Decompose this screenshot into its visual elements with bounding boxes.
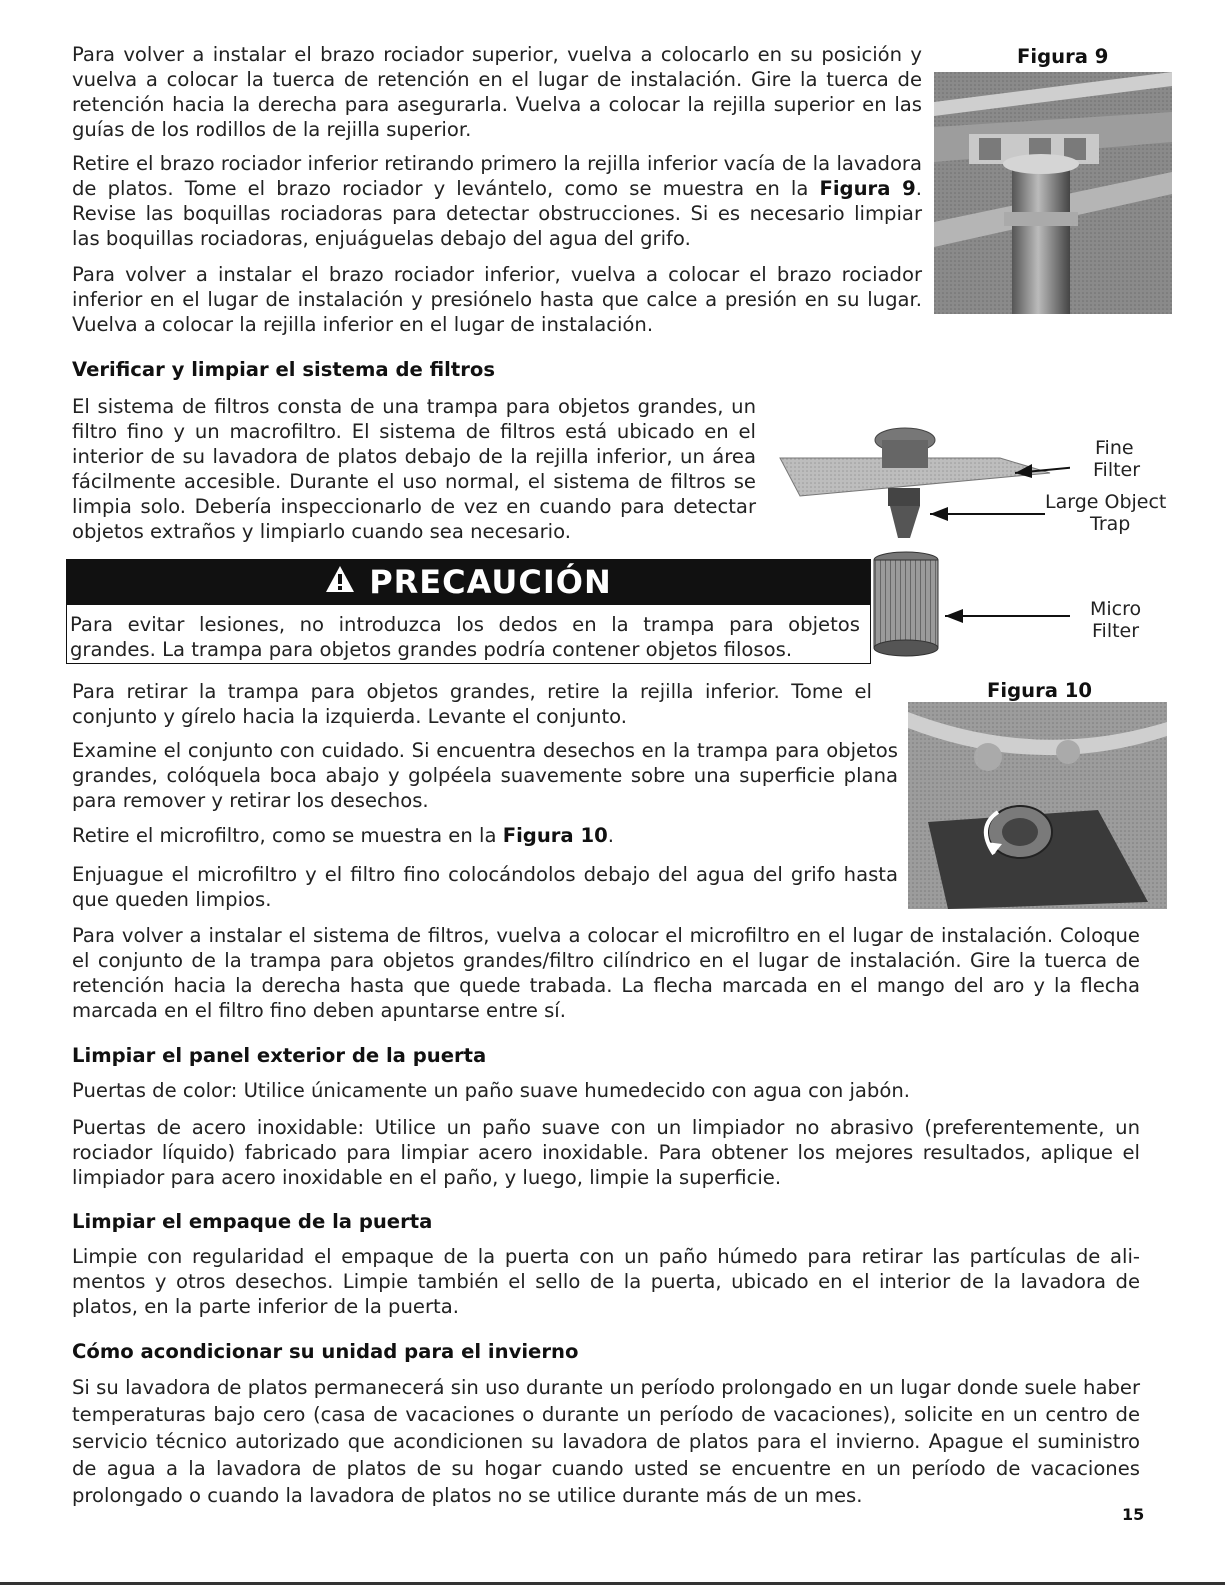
paragraph: Limpie con regularidad el empaque de la puerta con un paño húmedo para retirar las partículas de alimentos y otros desechos. Limpie también el sello de la puerta, ubicado en el interior de la lavadora de platos, en la parte inferior de la puerta. [72,1245,1140,1318]
warning-text: Para evitar lesiones, no introduzca los dedos en la trampa para objetos grandes. La trampa para objetos grandes podría contener objetos filosos. [70,613,860,661]
paragraph: El sistema de filtros consta de una trampa para objetos grandes, un filtro fino y un macrofiltro. El sistema de filtros está ubicado en el interior de su lavadora de platos debajo de la rejilla inferior, un área fácilmente accesible. Durante el uso normal, el sistema de filtros se limpia solo. Debería inspeccionarlo de vez en cuando para detectar objetos extraños y limpiarlo cuando sea necesario. [72,395,756,543]
callout-large-object: Large Object [1045,491,1167,513]
figure-10-photo [908,702,1167,909]
paragraph: Para volver a instalar el brazo rociador inferior, vuelva a colocar el brazo rociador inferior en el lugar de instalación y presiónelo hasta que calce a presión en su lugar. Vuelva a colocar la rejilla inferior en el lugar de instalación. [72,263,922,336]
callout-micro: Micro [1090,598,1142,620]
callout-fine: Fine [1095,437,1134,459]
section-heading: Limpiar el panel exterior de la puerta [72,1044,487,1067]
micro-filter-removal-illustration [908,702,1167,909]
page-number: 15 [1122,1505,1145,1524]
paragraph: Para retirar la trampa para objetos grandes, retire la rejilla inferior. Tome el conjunto y gírelo hacia la izquierda. Levante el conjunto. [72,680,872,728]
figure-9-label: Figura 9 [1017,45,1109,68]
callout-filter: Filter [1092,620,1140,642]
paragraph: Para volver a instalar el brazo rociador superior, vuelva a colocarlo en su posición y vuelva a colocar la tuerca de retención en el lugar de instalación. Gire la tuerca de retención hacia la derecha para asegurarla. Vuelva a colocar la rejilla superior en las guías de los rodillos de la rejilla superior. [72,43,922,141]
paragraph: Si su lavadora de platos permanecerá sin uso durante un período prolongado en un lugar donde suele haber temperaturas bajo cero (casa de vacaciones o durante un período de vacaciones), solicite en un centro de servicio técnico autorizado que acondicionen su lavadora de platos para el invierno. Apague el suministro de agua a la lavadora de platos de su hogar cuando usted se encuentre en un período de vacaciones prolongado o cuando la lavadora de platos no se utilice durante más de un mes. [72,1376,1140,1507]
paragraph: Enjuague el microfiltro y el filtro fino colocándolos debajo del agua del grifo hasta que queden limpios. [72,863,898,911]
figure-10-label: Figura 10 [987,679,1093,702]
figure-9-photo [934,72,1172,314]
text-span: . Revise las boquillas rociadoras para detectar obstrucciones. Si es necesario limpiar las boquillas rociadoras, enjuáguelas debajo del agua del grifo. [72,177,922,250]
text-span: Retire el brazo rociador inferior retirando primero la rejilla inferior vacía de la lavadora de platos. Tome el brazo rociador y levántelo, como se muestra en la [72,152,922,200]
spray-arm-illustration [934,72,1172,314]
callout-trap: Trap [1090,513,1131,535]
callout-filter: Filter [1093,459,1141,481]
text-span: Retire el microfiltro, como se muestra en la [72,824,503,847]
paragraph [72,151,922,251]
warning-banner [66,559,871,605]
section-heading: Limpiar el empaque de la puerta [72,1210,433,1233]
paragraph: Puertas de acero inoxidable: Utilice un paño suave con un limpiador no abrasivo (preferentemente, un rociador líquido) fabricado para limpiar acero inoxidable. Para obtener los mejores resultados, aplique el limpiador para acero inoxidable en el paño, y luego, limpie la superficie. [72,1116,1140,1189]
warning-box [66,605,871,664]
text-span: . [607,824,614,847]
paragraph: Puertas de color: Utilice únicamente un paño suave humedecido con agua con jabón. [72,1079,911,1102]
paragraph [72,823,898,848]
section-heading: Cómo acondicionar su unidad para el invierno [72,1340,579,1363]
section-heading: Verificar y limpiar el sistema de filtros [72,358,496,381]
figure-10-ref: Figura 10 [502,824,608,847]
warning-icon [325,563,355,601]
warning-title: PRECAUCIÓN [369,563,612,601]
paragraph: Para volver a instalar el sistema de filtros, vuelva a colocar el microfiltro en el lugar de instalación. Coloque el conjunto de la trampa para objetos grandes/filtro cilíndrico en el lugar de instalación. Gire la tuerca de retención hacia la derecha hasta que quede trabada. La flecha marcada en el mango del aro y la flecha marcada en el filtro fino deben apuntarse entre sí. [72,924,1140,1022]
figure-9-ref: Figura 9 [819,177,916,200]
paragraph: Examine el conjunto con cuidado. Si encuentra desechos en la trampa para objetos grandes, colóquela boca abajo y golpéela suavemente sobre una superficie plana para remover y retirar los desechos. [72,739,898,812]
